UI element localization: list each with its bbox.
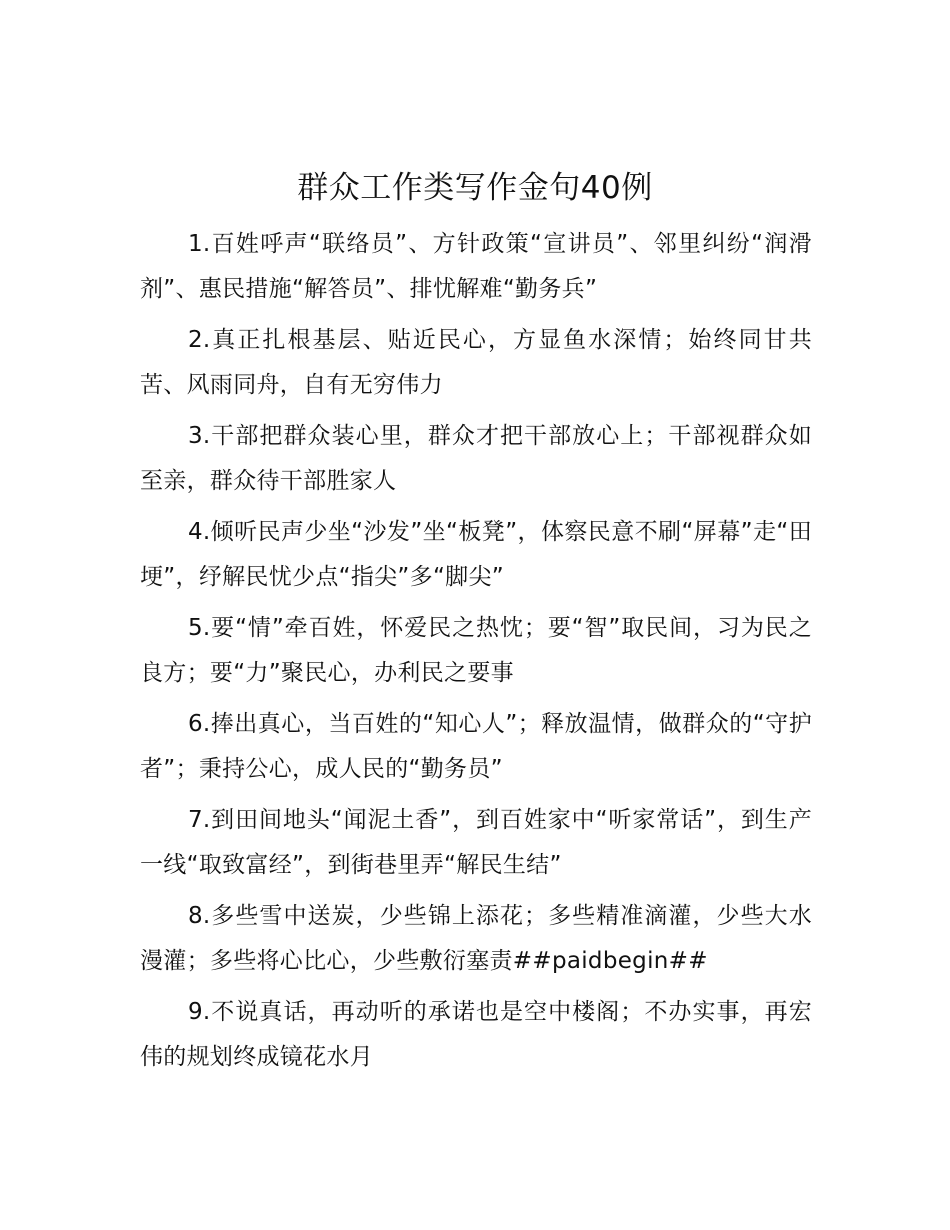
paragraph-5: 5.要“情”牵百姓，怀爱民之热忱；要“智”取民间，习为民之良方；要“力”聚民心，办利民之要事	[140, 615, 812, 686]
paragraph-4: 4.倾听民声少坐“沙发”坐“板凳”，体察民意不刷“屏幕”走“田埂”，纾解民忧少点“指尖”多“脚尖”	[140, 519, 812, 590]
paragraph-7: 7.到田间地头“闻泥土香”，到百姓家中“听家常话”，到生产一线“取致富经”，到街巷里弄“解民生结”	[140, 807, 812, 878]
paragraph-8: 8.多些雪中送炭，少些锦上添花；多些精准滴灌，少些大水漫灌；多些将心比心，少些敷衍塞责##paidbegin##	[140, 903, 812, 974]
paragraph-2: 2.真正扎根基层、贴近民心，方显鱼水深情；始终同甘共苦、风雨同舟，自有无穷伟力	[140, 327, 812, 398]
paragraph-9: 9.不说真话，再动听的承诺也是空中楼阁；不办实事，再宏伟的规划终成镜花水月	[140, 999, 812, 1070]
document-title: 群众工作类写作金句40例	[297, 170, 653, 206]
paragraph-1: 1.百姓呼声“联络员”、方针政策“宣讲员”、邻里纠纷“润滑剂”、惠民措施“解答员”、排忧解难“勤务兵”	[140, 231, 812, 302]
paragraph-3: 3.干部把群众装心里，群众才把干部放心上；干部视群众如至亲，群众待干部胜家人	[140, 423, 812, 494]
document-body	[140, 222, 812, 1086]
paragraph-6: 6.捧出真心，当百姓的“知心人”；释放温情，做群众的“守护者”；秉持公心，成人民的“勤务员”	[140, 711, 812, 782]
